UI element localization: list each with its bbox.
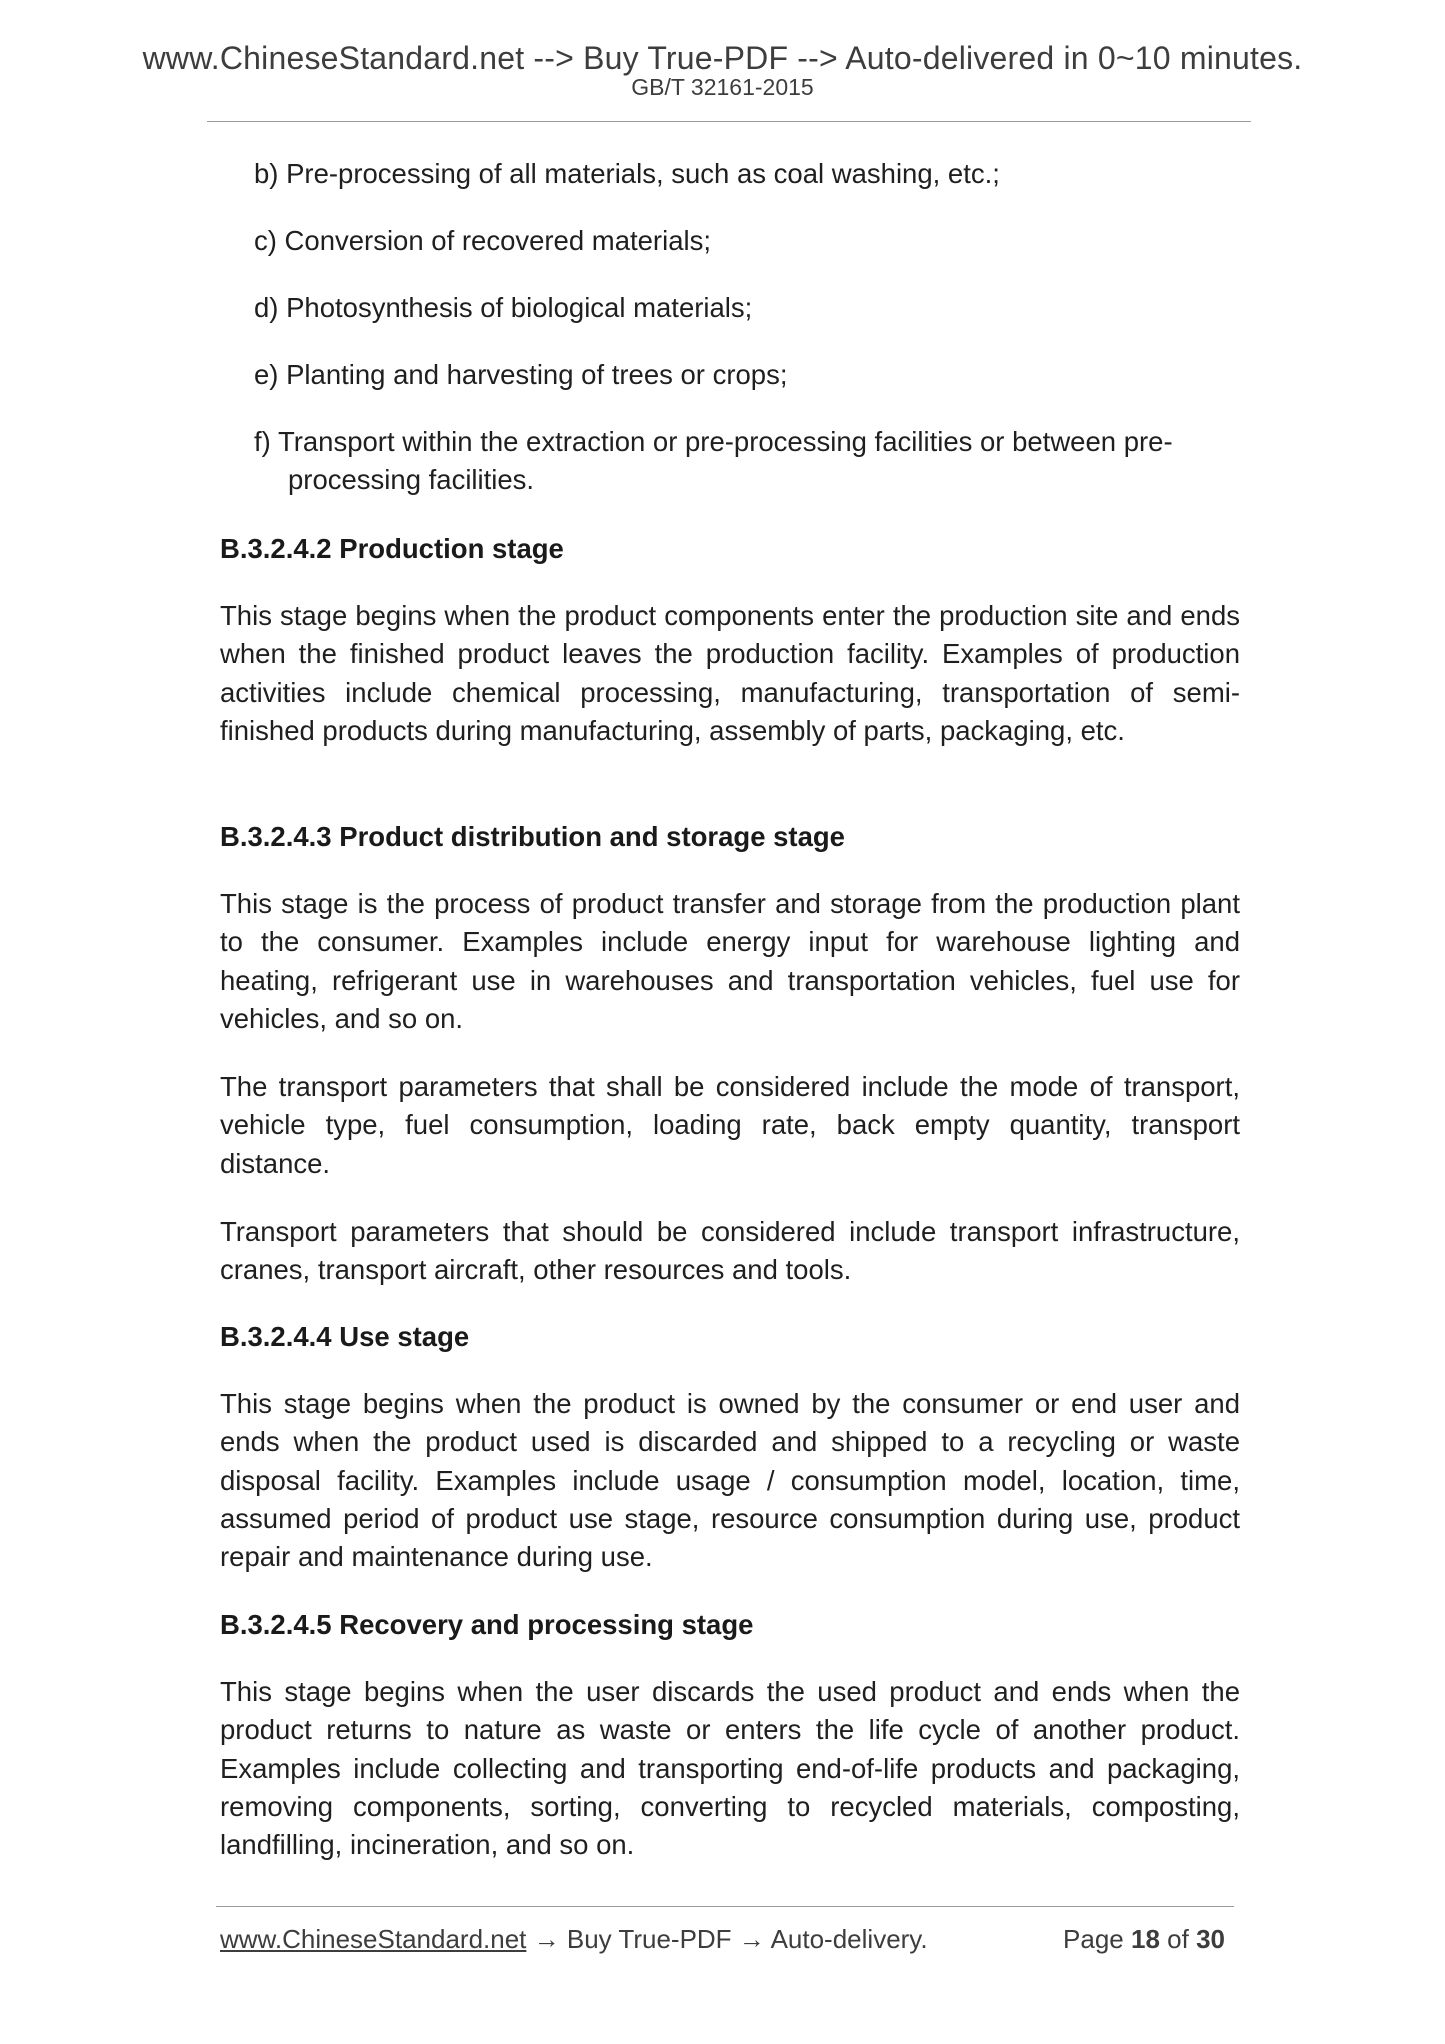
list-item-d: d) Photosynthesis of biological materials; — [254, 292, 753, 323]
page-label: Page — [1063, 1924, 1124, 1954]
page-indicator — [1063, 1924, 1225, 1955]
paragraph-recovery-processing-stage: This stage begins when the user discards the used product and ends when the product returns to nature as waste or enters the life cycle of another product. Examples include collecting and transporting end-of-life products and packaging, removing components, sorting, converting to recycled materials, composting, landfilling, incineration, and so on. — [220, 1676, 1240, 1861]
list-item-f-line2: processing facilities. — [288, 464, 535, 495]
paragraph-distribution-storage-3: Transport parameters that should be considered include transport infrastructure, cranes, transport aircraft, other resources and tools. — [220, 1216, 1240, 1286]
footer-tagline: → Buy True-PDF → Auto-delivery. — [526, 1924, 928, 1954]
top-banner: www.ChineseStandard.net --> Buy True-PDF --> Auto-delivered in 0~10 minutes. — [142, 40, 1303, 76]
standard-code: GB/T 32161-2015 — [631, 74, 814, 100]
list-item-c: c) Conversion of recovered materials; — [254, 225, 711, 256]
footer-divider — [216, 1906, 1234, 1907]
header-divider — [207, 121, 1251, 122]
paragraph-production-stage: This stage begins when the product components enter the production site and ends when the finished product leaves the production facility. Examples of production activities include chemical processing, manufacturing, transportation of semi-finished products during manufacturing, assembly of parts, packaging, etc. — [220, 600, 1240, 746]
paragraph-distribution-storage-1: This stage is the process of product transfer and storage from the production plant to the consumer. Examples include energy input for warehouse lighting and heating, refrigerant use in warehouses and transportation vehicles, fuel use for vehicles, and so on. — [220, 888, 1240, 1034]
list-item-f-line1: f) Transport within the extraction or pre-processing facilities or between pre- — [254, 426, 1173, 457]
footer-left — [220, 1924, 928, 1955]
list-item-f — [254, 423, 1244, 499]
heading-recovery-processing-stage: B.3.2.4.5 Recovery and processing stage — [220, 1609, 754, 1640]
list-item-b: b) Pre-processing of all materials, such as coal washing, etc.; — [254, 158, 1000, 189]
list-item-e: e) Planting and harvesting of trees or crops; — [254, 359, 788, 390]
footer-website-link[interactable]: www.ChineseStandard.net — [220, 1924, 527, 1954]
total-pages: 30 — [1196, 1924, 1225, 1954]
paragraph-distribution-storage-2: The transport parameters that shall be considered include the mode of transport, vehicle type, fuel consumption, loading rate, back empty quantity, transport distance. — [220, 1071, 1240, 1179]
heading-use-stage: B.3.2.4.4 Use stage — [220, 1321, 470, 1352]
heading-production-stage: B.3.2.4.2 Production stage — [220, 533, 564, 564]
heading-distribution-storage-stage: B.3.2.4.3 Product distribution and storage stage — [220, 821, 845, 852]
paragraph-use-stage: This stage begins when the product is owned by the consumer or end user and ends when the product used is discarded and shipped to a recycling or waste disposal facility. Examples include usage / consumption model, location, time, assumed period of product use stage, resource consumption during use, product repair and maintenance during use. — [220, 1388, 1240, 1573]
page-number: 18 — [1131, 1924, 1160, 1954]
of-label: of — [1167, 1924, 1189, 1954]
